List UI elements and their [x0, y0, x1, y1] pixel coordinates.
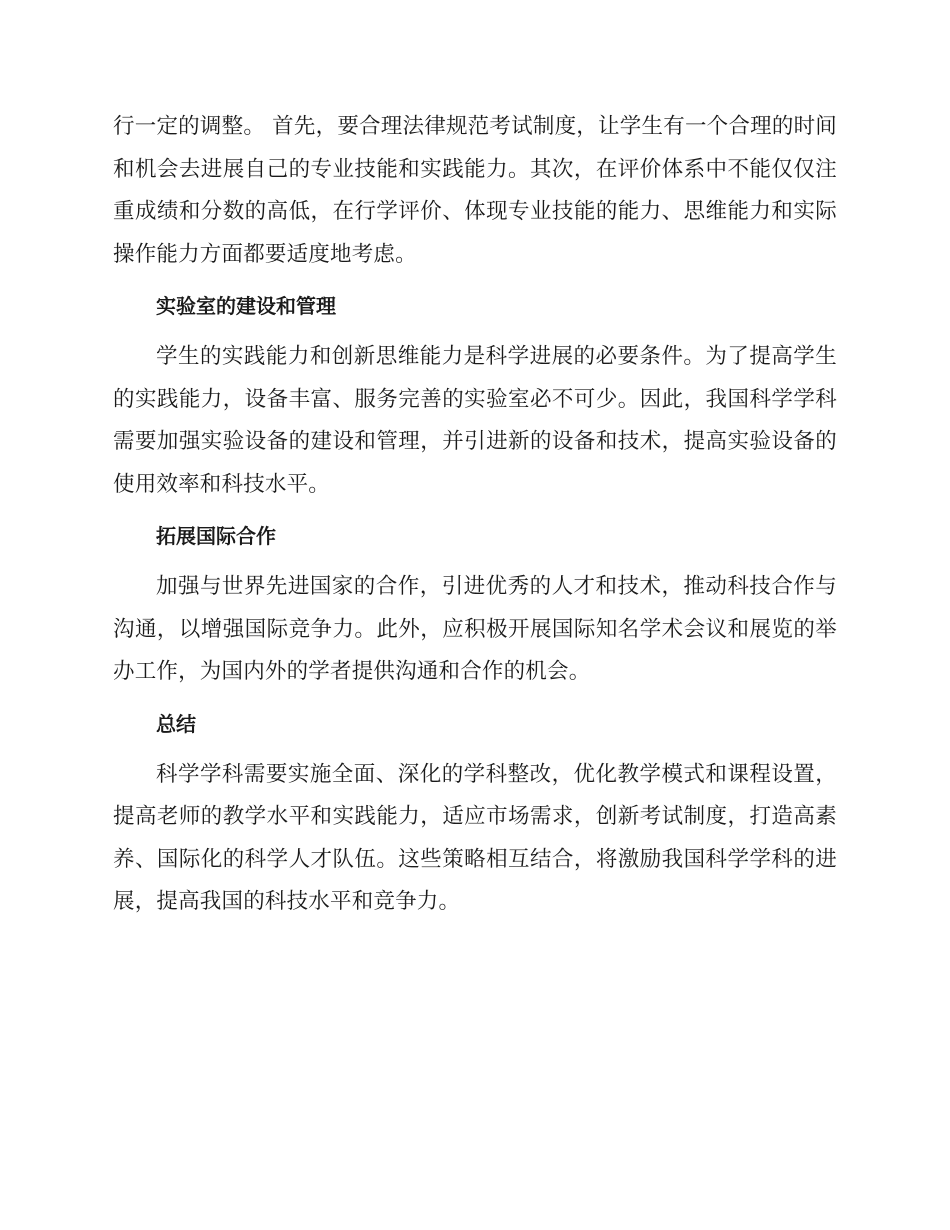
section-heading-summary: 总结: [156, 711, 196, 736]
spacer: [113, 694, 837, 704]
section-heading-lab: 实验室的建设和管理: [156, 294, 336, 318]
section-body-lab: 学生的实践能力和创新思维能力是科学进展的必要条件。为了提高学生的实践能力，设备丰富、服务完善的实验室必不可少。因此，我国科学学科需要加强实验设备的建设和管理，并引进新的设备和技术，提高实验设备的使用效率和科技水平。: [113, 344, 837, 497]
section-body-summary: 科学学科需要实施全面、深化的学科整改，优化教学模式和课程设置，提高老师的教学水平和实践能力，适应市场需求，创新考试制度，打造高素养、国际化的科学人才队伍。这些策略相互结合，将激励我国科学学科的进展，提高我国的科技水平和竞争力。: [113, 761, 837, 914]
spacer: [113, 326, 837, 336]
section-body-international: 加强与世界先进国家的合作，引进优秀的人才和技术，推动科技合作与沟通，以增强国际竞争力。此外，应积极开展国际知名学术会议和展览的举办工作，为国内外的学者提供沟通和合作的机会。: [113, 574, 837, 684]
section-heading-international: 拓展国际合作: [156, 524, 276, 548]
spacer: [113, 506, 837, 516]
spacer: [113, 556, 837, 566]
document-body: [113, 106, 837, 924]
spacer: [113, 744, 837, 754]
spacer: [113, 276, 837, 286]
intro-paragraph: 行一定的调整。 首先，要合理法律规范考试制度，让学生有一个合理的时间和机会去进展自己的专业技能和实践能力。其次，在评价体系中不能仅仅注重成绩和分数的高低，在行学评价、体现专业技能的能力、思维能力和实际操作能力方面都要适度地考虑。: [113, 114, 837, 267]
